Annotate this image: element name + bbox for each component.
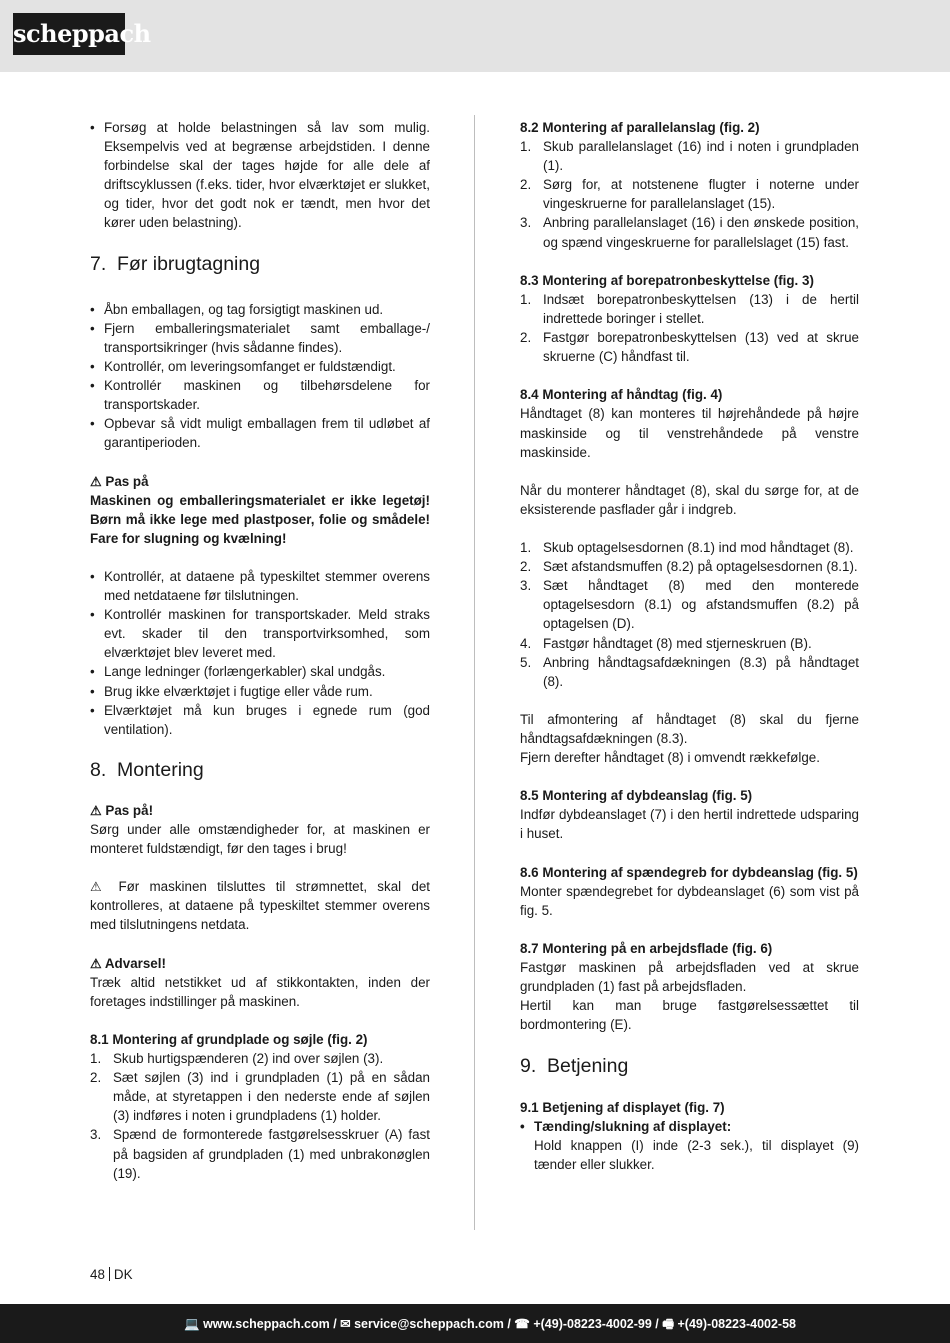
list-item: • Tænding/slukning af displayet: (520, 1117, 859, 1136)
step-item: 4. Fastgør håndtaget (8) med stjerneskruen (B). (520, 635, 812, 651)
intro-list (90, 118, 430, 233)
subsection-title: 8.6 Montering af spændegreb for dybdeanslag (fig. 5) (520, 864, 858, 880)
step-item: 3. Sæt håndtaget (8) med den monterede optagelsesdorn (8.1) og afstandsmuffen (8.2) på optagelsen (D). (520, 578, 859, 632)
subsection-8-4 (520, 385, 859, 767)
subsection-8-3 (520, 271, 859, 366)
list-item: • Kontrollér, om leveringsomfanget er fuldstændigt. (90, 357, 430, 376)
step-item: 3. Anbring parallelanslaget (16) i den ønskede position, og spænd vingeskruerne for parallelslaget (15) fast. (520, 215, 859, 250)
paragraph: Hertil kan man bruge fastgørelsessættet til bordmontering (E). (520, 998, 859, 1033)
caution-block (90, 801, 430, 858)
list-item: • Opbevar så vidt muligt emballagen frem til udløbet af garantiperioden. (90, 414, 430, 452)
warning-heading: ⚠ Advarsel! (90, 955, 166, 971)
paragraph: Monter spændegrebet for dybdeanslaget (6) som vist på fig. 5. (520, 883, 859, 918)
subsection-8-7 (520, 939, 859, 1034)
subsection-title: 8.3 Montering af borepatronbeskyttelse (fig. 3) (520, 272, 814, 288)
left-column (90, 118, 430, 1183)
caution-heading: ⚠ Pas på! (90, 802, 154, 818)
warning-heading: ⚠ Pas på (90, 473, 149, 489)
list-item: • Åbn emballagen, og tag forsigtigt maskinen ud. (90, 300, 430, 319)
step-item: 1. Skub hurtigspænderen (2) ind over søjlen (3). (90, 1051, 384, 1067)
step-item: 1. Skub optagelsesdornen (8.1) ind mod håndtaget (8). (520, 540, 854, 556)
header-band (0, 0, 950, 72)
column-divider (474, 115, 475, 1230)
mains-check-note: ⚠ Før maskinen tilsluttes til strømnettet, skal det kontrolleres, at dataene på typeskiltet stemmer overens med tilslutningens netdata. (90, 879, 430, 933)
caution-text: Sørg under alle omstændigheder for, at maskinen er monteret fuldstændigt, før den tages i brug! (90, 821, 430, 856)
list-item: • Kontrollér, at dataene på typeskiltet stemmer overens med netdataene før tilslutningen. (90, 567, 430, 605)
step-list (520, 290, 859, 366)
subsection-title: 9.1 Betjening af displayet (fig. 7) (520, 1099, 725, 1115)
step-item: 3. Spænd de formonterede fastgørelsesskruer (A) fast på bagsiden af grundpladen (1) med unbrakonøglen (19). (90, 1127, 430, 1181)
list-item: • Fjern emballeringsmaterialet samt emballage-/ transportsikringer (hvis sådanne findes). (90, 319, 430, 357)
subsection-8-1-steps (90, 1049, 430, 1183)
subsection-8-5 (520, 786, 859, 843)
subsection-8-1-title: 8.1 Montering af grundplade og søjle (fig. 2) (90, 1031, 368, 1047)
step-list (520, 137, 859, 252)
footer-bar (0, 1304, 950, 1343)
step-item: 5. Anbring håndtagsafdækningen (8.3) på håndtaget (8). (520, 654, 859, 689)
list-item: • Elværktøjet må kun bruges i egnede rum (god ventilation). (90, 701, 430, 739)
subsection-title: 8.4 Montering af håndtag (fig. 4) (520, 387, 723, 403)
step-item: 2. Fastgør borepatronbeskyttelsen (13) ved at skrue skruerne (C) håndfast til. (520, 330, 859, 365)
warning-icon: ⚠ (90, 473, 102, 489)
subsection-8-6 (520, 863, 859, 920)
paragraph: Når du monterer håndtaget (8), skal du sørge for, at de eksisterende pasflader går i indgreb. (520, 482, 859, 517)
warning-block-2 (90, 954, 430, 1011)
paragraph: Hold knappen (I) inde (2-3 sek.), til displayet (9) tænder eller slukker. (534, 1137, 859, 1172)
list-item: • Lange ledninger (forlængerkabler) skal undgås. (90, 662, 430, 681)
step-item: 2. Sæt søjlen (3) ind i grundpladen (1) på en sådan måde, at styretappen i den nederste ende af søjlen (3) indføres i noten i grundpladens (1) holder. (90, 1070, 430, 1124)
warning-text: Maskinen og emballeringsmaterialet er ikke legetøj! Børn må ikke lege med plastposer, folie og smådele! Fare for slugning og kvælning! (90, 492, 430, 546)
paragraph: Håndtaget (8) kan monteres til højrehåndede på højre maskinside og til venstrehåndede på venstre maskinside. (520, 406, 859, 460)
section-8-heading: 8. Montering (90, 758, 204, 781)
paragraph: Fjern derefter håndtaget (8) i omvendt rækkefølge. (520, 750, 820, 766)
warning-icon: ⚠ (90, 879, 109, 895)
right-column (520, 118, 859, 1174)
scheppach-logo: scheppach (13, 13, 125, 55)
subsection-8-2 (520, 118, 859, 252)
subsection-9-1 (520, 1098, 859, 1174)
bullet-list (520, 1117, 859, 1136)
paragraph: Fastgør maskinen på arbejdsfladen ved at skrue grundpladen (1) fast på arbejdsfladen. (520, 960, 859, 995)
step-item: 2. Sæt afstandsmuffen (8.2) på optagelsesdornen (8.1). (520, 559, 858, 575)
list-item: • Kontrollér maskinen og tilbehørsdelene for transportskader. (90, 376, 430, 414)
step-item: 1. Indsæt borepatronbeskyttelsen (13) i de hertil indrettede boringer i stellet. (520, 291, 859, 326)
warning-text: Træk altid netstikket ud af stikkontakten, inden der foretages indstillinger på maskinen. (90, 974, 430, 1009)
paragraph: Indfør dybdeanslaget (7) i den hertil indrettede udsparing i huset. (520, 807, 859, 842)
section-7-heading: 7. Før ibrugtagning (90, 252, 261, 275)
paragraph: Til afmontering af håndtaget (8) skal du fjerne håndtagsafdækningen (8.3). (520, 711, 859, 746)
list-item: • Brug ikke elværktøjet i fugtige eller våde rum. (90, 682, 430, 701)
page-number: 48 DK (90, 1267, 133, 1282)
warning-block (90, 472, 430, 548)
subsection-title: 8.2 Montering af parallelanslag (fig. 2) (520, 120, 760, 135)
subsection-title: 8.5 Montering af dybdeanslag (fig. 5) (520, 788, 753, 804)
contact-line: 💻 www.scheppach.com / ✉ service@scheppach.com / ☎ +(49)-08223-4002-99 / 🖷 +(49)-08223-4002-58 (184, 1317, 796, 1331)
list-item: • Forsøg at holde belastningen så lav som mulig. Eksempelvis ved at begrænse arbejdstiden. I denne forbindelse skal der tages højde for alle dele af driftscyklussen (f.eks. tider, hvor elværktøjet er slukket, og tider, hvor det godt nok er tændt, men hvor det kører uden belastning). (90, 118, 430, 233)
step-list (520, 538, 859, 691)
checklist (90, 567, 430, 739)
step-item: 2. Sørg for, at notstenene flugter i noterne under vingeskruerne for parallelanslaget (15). (520, 177, 859, 212)
step-item: 1. Skub parallelanslaget (16) ind i noten i grundpladen (1). (520, 139, 859, 174)
subsection-title: 8.7 Montering på en arbejdsflade (fig. 6) (520, 941, 773, 957)
list-item: • Kontrollér maskinen for transportskader. Meld straks evt. skader til den transportvirksomhed, som elværktøjet blev leveret med. (90, 605, 430, 662)
section-7-list (90, 300, 430, 453)
warning-icon: ⚠ (90, 802, 102, 818)
section-9-heading: 9. Betjening (520, 1054, 629, 1077)
warning-icon: ⚠ (90, 955, 102, 971)
